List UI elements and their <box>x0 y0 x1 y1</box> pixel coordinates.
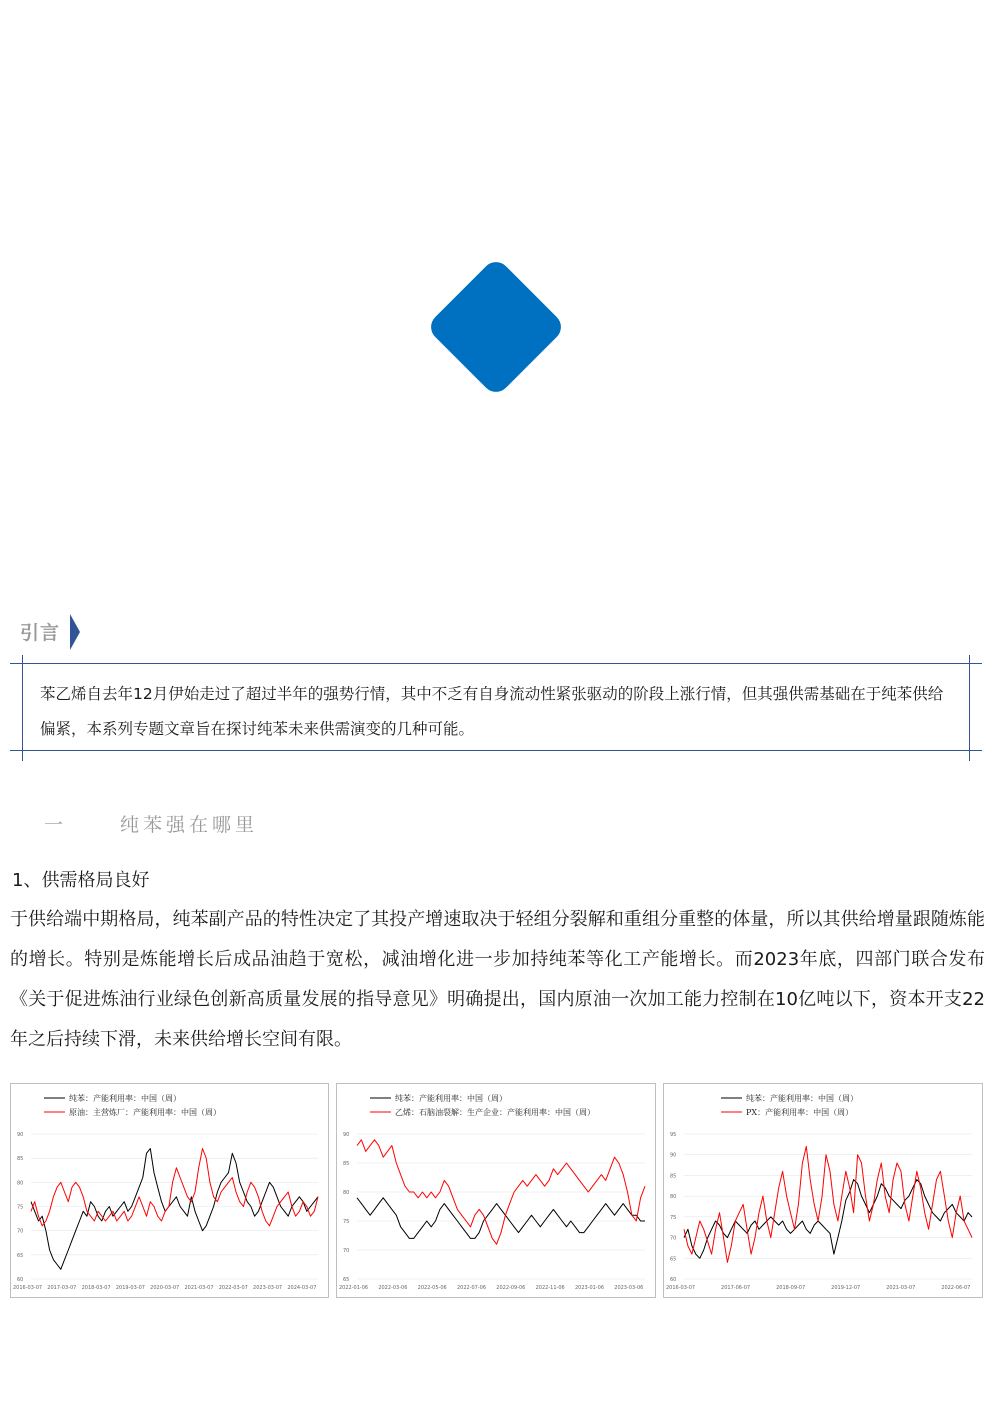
x-tick-label: 2024-03-07 <box>287 1285 317 1291</box>
y-tick-label: 75 <box>17 1204 24 1211</box>
x-tick-label: 2023-03-07 <box>253 1285 283 1291</box>
y-tick-label: 80 <box>343 1190 350 1196</box>
legend-label: PX：产能利用率：中国（周） <box>746 1108 854 1117</box>
y-tick-label: 70 <box>670 1235 677 1242</box>
y-tick-label: 65 <box>343 1277 350 1283</box>
section-title <box>44 810 258 837</box>
x-tick-label: 2022-03-07 <box>218 1285 248 1291</box>
y-tick-label: 85 <box>343 1161 350 1167</box>
y-tick-label: 90 <box>670 1152 677 1159</box>
x-tick-label: 2018-03-07 <box>81 1285 111 1291</box>
legend-entry <box>721 1093 858 1103</box>
y-tick-label: 65 <box>670 1256 677 1263</box>
x-tick-label: 2022-07-06 <box>456 1285 487 1291</box>
y-tick-label: 70 <box>343 1248 350 1254</box>
legend-entry <box>370 1107 595 1117</box>
x-tick-label: 2022-05-06 <box>417 1285 447 1291</box>
y-tick-label: 75 <box>670 1214 677 1221</box>
frame-line-bottom <box>10 750 982 751</box>
x-tick-label: 2021-03-07 <box>886 1285 916 1291</box>
blue-diamond-icon <box>424 255 568 399</box>
x-tick-label: 2020-03-07 <box>150 1285 180 1291</box>
frame-line-left <box>22 655 23 761</box>
intro-heading <box>20 612 100 652</box>
x-tick-label: 2017-03-07 <box>47 1285 77 1291</box>
section-title-text: 纯苯强在哪里 <box>120 814 259 836</box>
y-tick-label: 60 <box>670 1277 677 1283</box>
chart-1-svg <box>11 1084 328 1297</box>
chart-3 <box>663 1083 983 1298</box>
y-tick-label: 90 <box>17 1132 24 1138</box>
y-tick-label: 75 <box>343 1219 350 1225</box>
legend-label: 纯苯：产能利用率：中国（周） <box>69 1094 181 1103</box>
x-tick-label: 2017-06-07 <box>721 1285 751 1291</box>
y-tick-label: 70 <box>17 1228 24 1235</box>
chart-2-svg <box>337 1084 655 1297</box>
frame-line-top <box>10 663 982 664</box>
series-line <box>31 1149 318 1226</box>
chart-2 <box>336 1083 656 1298</box>
y-tick-label: 60 <box>17 1277 24 1283</box>
legend-entry <box>44 1093 181 1103</box>
x-tick-label: 2022-06-07 <box>941 1285 971 1291</box>
legend-label: 乙烯：石脑油裂解：生产企业：产能利用率：中国（周） <box>395 1108 595 1117</box>
legend-label: 纯苯：产能利用率：中国（周） <box>395 1094 507 1103</box>
legend-label: 纯苯：产能利用率：中国（周） <box>746 1094 858 1103</box>
y-tick-label: 85 <box>670 1173 677 1180</box>
x-tick-label: 2022-03-06 <box>378 1285 408 1291</box>
y-tick-label: 80 <box>17 1180 24 1187</box>
x-tick-label: 2018-09-07 <box>776 1285 806 1291</box>
legend-entry <box>44 1107 221 1117</box>
chevron-right-icon <box>68 612 82 652</box>
y-tick-label: 95 <box>670 1132 677 1138</box>
x-tick-label: 2022-09-06 <box>496 1285 526 1291</box>
legend-entry <box>370 1093 507 1103</box>
y-tick-label: 90 <box>343 1132 350 1138</box>
frame-line-right <box>969 655 970 761</box>
chart-3-svg <box>664 1084 982 1297</box>
x-tick-label: 2019-12-07 <box>831 1285 861 1291</box>
y-tick-label: 65 <box>17 1252 24 1259</box>
chart-1 <box>10 1083 329 1298</box>
x-tick-label: 2016-03-07 <box>666 1285 696 1291</box>
intro-box <box>10 655 982 761</box>
x-tick-label: 2019-03-07 <box>115 1285 145 1291</box>
intro-text: 苯乙烯自去年12月伊始走过了超过半年的强势行情，其中不乏有自身流动性紧张驱动的阶段上涨行情，但其强供需基础在于纯苯供给偏紧，本系列专题文章旨在探讨纯苯未来供需演变的几种可能。 <box>40 685 944 738</box>
x-tick-label: 2023-01-06 <box>574 1285 605 1291</box>
x-tick-label: 2022-01-06 <box>339 1285 369 1291</box>
section-number: 一 <box>44 814 68 836</box>
x-tick-label: 2016-03-07 <box>13 1285 43 1291</box>
legend-entry <box>721 1107 853 1117</box>
subsection-title: 1、供需格局良好 <box>12 870 150 891</box>
x-tick-label: 2023-03-06 <box>614 1285 644 1291</box>
series-line <box>31 1149 318 1270</box>
y-tick-label: 85 <box>17 1156 24 1163</box>
intro-label: 引言 <box>20 622 61 644</box>
x-tick-label: 2021-03-07 <box>184 1285 214 1291</box>
body-paragraph: 于供给端中期格局，纯苯副产品的特性决定了其投产增速取决于轻组分裂解和重组分重整的体量，所以其供给增量跟随炼能的增长。特别是炼能增长后成品油趋于宽松，减油增化进一步加持纯苯等化工产能增长。而2023年底，四部门联合发布《关于促进炼油行业绿色创新高质量发展的指导意见》明确提出，国内原油一次加工能力控制在10亿吨以下，资本开支22年之后持续下滑，未来供给增长空间有限。 <box>10 909 985 1050</box>
y-tick-label: 80 <box>670 1194 677 1201</box>
x-tick-label: 2022-11-06 <box>535 1285 565 1291</box>
series-line <box>684 1180 972 1259</box>
legend-label: 原油：主营炼厂：产能利用率：中国（周） <box>69 1108 221 1117</box>
